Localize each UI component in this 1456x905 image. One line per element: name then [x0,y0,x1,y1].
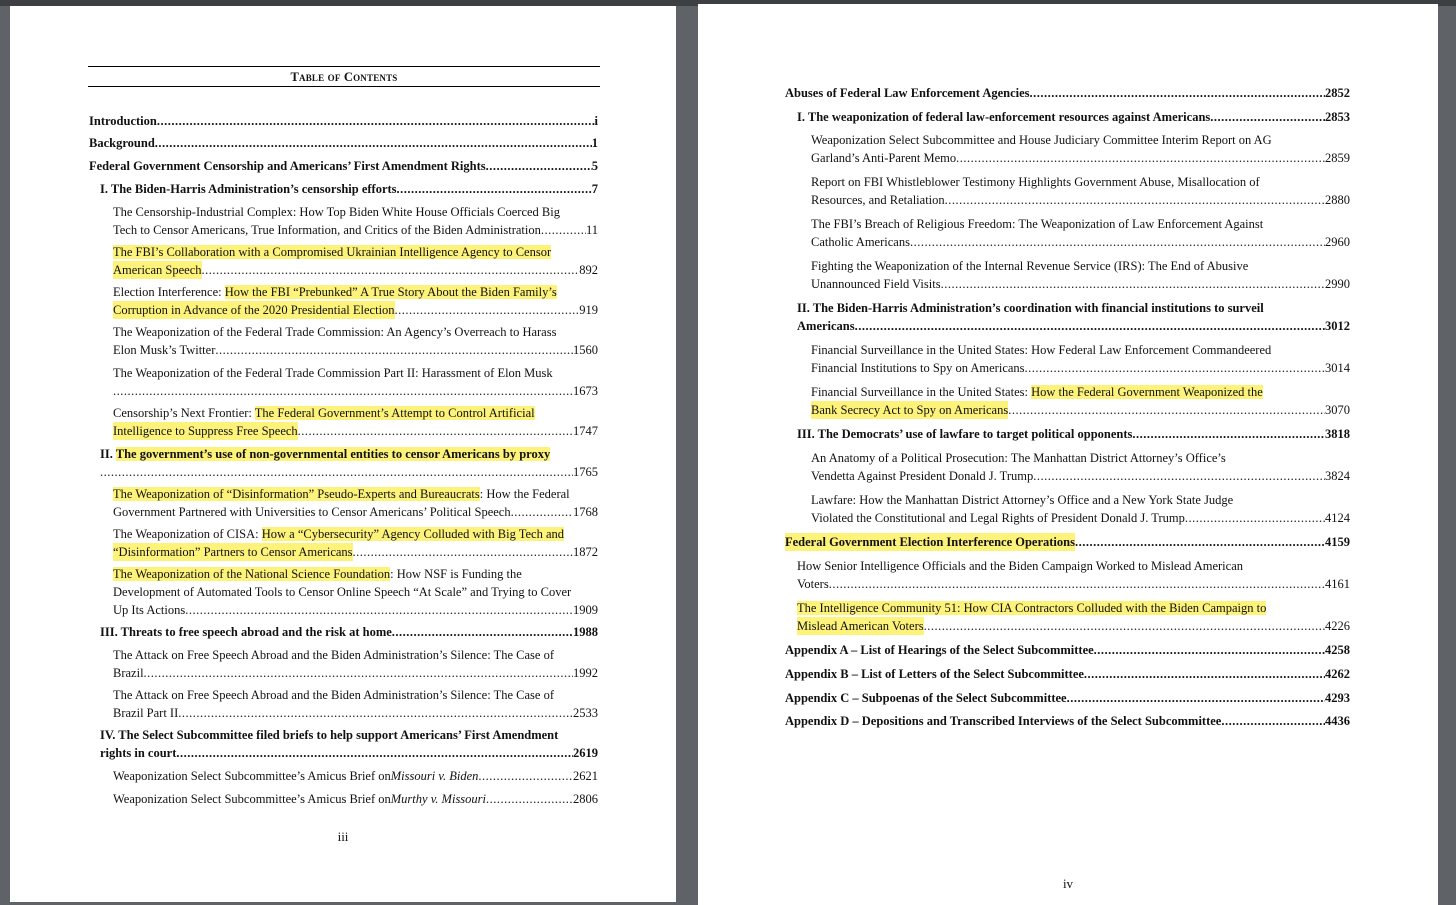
toc-entry-ftc[interactable]: The Weaponization of the Federal Trade Commission: An Agency’s Overreach to Harass Elon Musk’s Twitter ..... 1560 [113,323,598,359]
toc-entry-r-section-2[interactable]: II. The Biden-Harris Administration’s coordination with financial institutions to surveil Americans ..... 3012 [797,299,1350,335]
toc-entry-introduction[interactable]: Introduction ..... i [89,112,598,130]
toc-entry-industrial-complex[interactable]: The Censorship-Industrial Complex: How Top Biden White House Officials Coerced Big Tech to Censor Americans, True Information, and Critics of the Biden Administration ..... 11 [113,203,598,239]
toc-entry-election-interference[interactable]: Election Interference: How the FBI “Prebunked” A True Story About the Biden Family’s Corruption in Advance of the 2020 Presidential Election ..... 919 [113,283,598,319]
highlight: How a “Cybersecurity” Agency Colluded with Big Tech and [261,527,565,541]
toc-entry-amicus-murthy[interactable]: Weaponization Select Subcommittee’s Amicus Brief on Murthy v. Missouri ..... 2806 [113,790,598,808]
document-page-iv[interactable] [698,4,1438,905]
toc-entry-abuses[interactable]: Abuses of Federal Law Enforcement Agencies ..... 2852 [785,84,1350,102]
toc-entry-lawfare[interactable]: Lawfare: How the Manhattan District Attorney’s Office and a New York State Judge Violated the Constitutional and Legal Rights of President Donald J. Trump ..... 4124 [811,491,1350,527]
toc-entry-ftc-part-2[interactable]: The Weaponization of the Federal Trade Commission Part II: Harassment of Elon Musk ..... 1673 [113,364,598,400]
toc-entry-whistleblower[interactable]: Report on FBI Whistleblower Testimony Highlights Government Abuse, Misallocation of Resources, and Retaliation ..... 2880 [811,173,1350,209]
heading-rule [88,86,600,87]
toc-entry-ic51[interactable]: The Intelligence Community 51: How CIA Contractors Colluded with the Biden Campaign to Mislead American Voters ..... 4226 [797,599,1350,635]
toc-entry-brazil[interactable]: The Attack on Free Speech Abroad and the Biden Administration’s Silence: The Case of Brazil ..... 1992 [113,646,598,682]
toc-entry-nsf[interactable]: The Weaponization of the National Science Foundation: How NSF is Funding the Development of Automated Tools to Censor Online Speech “At Scale” and Trying to Cover Up Its Actions ..... 1909 [113,565,598,619]
toc-entry-ai-frontier[interactable]: Censorship’s Next Frontier: The Federal Government’s Attempt to Control Artificial Intelligence to Suppress Free Speech ..... 1747 [113,404,598,440]
toc-entry-appendix-c[interactable]: Appendix C – Subpoenas of the Select Subcommittee ..... 4293 [785,689,1350,707]
toc-heading: Table of Contents [290,70,398,84]
highlight: How the FBI “Prebunked” A True Story About the Biden Family’s [224,285,557,299]
toc-entry-federal-censorship[interactable]: Federal Government Censorship and Americans’ First Amendment Rights ..... 5 [89,157,598,175]
highlight: How the Federal Government Weaponized the [1031,385,1263,399]
toc-entry-amicus-missouri[interactable]: Weaponization Select Subcommittee’s Amicus Brief on Missouri v. Biden ..... 2621 [113,767,598,785]
toc-entry-section-1[interactable]: I. The Biden-Harris Administration’s censorship efforts ..... 7 [100,180,598,198]
toc-entry-election-ops[interactable]: Federal Government Election Interference Operations ..... 4159 [785,533,1350,551]
highlight: The Intelligence Community 51: How CIA Contractors Colluded with the Biden Campaign to [797,601,1267,615]
toc-entry-appendix-b[interactable]: Appendix B – List of Letters of the Select Subcommittee ..... 4262 [785,665,1350,683]
top-rule [88,66,600,67]
toc-entry-section-4[interactable]: IV. The Select Subcommittee filed briefs to help support Americans’ First Amendment rights in court ..... 2619 [100,726,598,762]
toc-entry-appendix-a[interactable]: Appendix A – List of Hearings of the Select Subcommittee ..... 4258 [785,641,1350,659]
toc-entry-disinformation[interactable]: The Weaponization of “Disinformation” Pseudo-Experts and Bureaucrats: How the Federal Government Partnered with Universities to Censor Americans’ Political Speech ..... 1768 [113,485,598,521]
toc-entry-cisa[interactable]: The Weaponization of CISA: How a “Cybersecurity” Agency Colluded with Big Tech and “Disinformation” Partners to Censor Americans ..... 1872 [113,525,598,561]
highlight: The government’s use of non-governmental entities to censor Americans by proxy [115,447,551,461]
highlight: Intelligence to Suppress Free Speech [113,424,298,438]
toc-entry-background[interactable]: Background ..... 1 [89,134,598,152]
toc-entry-appendix-d[interactable]: Appendix D – Depositions and Transcribed Interviews of the Select Subcommittee ..... 4436 [785,712,1350,730]
highlight: Corruption in Advance of the 2020 Presidential Election [113,303,395,317]
page-number: iv [1062,876,1074,891]
toc-entry-r-section-1[interactable]: I. The weaponization of federal law-enforcement resources against Americans ..... 2853 [797,108,1350,126]
highlight: American Speech [113,263,202,277]
toc-entry-financial-2[interactable]: Financial Surveillance in the United States: How the Federal Government Weaponized the Bank Secrecy Act to Spy on Americans ..... 3070 [811,383,1350,419]
highlight: Federal Government Election Interference Operations [785,535,1075,549]
toc-entry-section-2[interactable]: II. The government’s use of non-governmental entities to censor Americans by proxy ..... 1765 [100,445,598,481]
page-number: iii [337,829,349,844]
document-page-iii[interactable] [10,6,676,902]
toc-entry-senior-intel[interactable]: How Senior Intelligence Officials and the Biden Campaign Worked to Mislead American Voters ..... 4161 [797,557,1350,593]
highlight: The FBI’s Collaboration with a Compromised Ukrainian Intelligence Agency to Censor [113,245,552,259]
highlight: Bank Secrecy Act to Spy on Americans [811,403,1009,417]
highlight: Mislead American Voters [797,619,924,633]
toc-entry-religious[interactable]: The FBI’s Breach of Religious Freedom: The Weaponization of Law Enforcement Against Catholic Americans ..... 2960 [811,215,1350,251]
highlight: The Weaponization of the National Science Foundation [113,567,391,581]
toc-entry-brazil-part-2[interactable]: The Attack on Free Speech Abroad and the Biden Administration’s Silence: The Case of Brazil Part II ..... 2533 [113,686,598,722]
highlight: The Weaponization of “Disinformation” Pseudo-Experts and Bureaucrats [113,487,480,501]
toc-entry-garland[interactable]: Weaponization Select Subcommittee and House Judiciary Committee Interim Report on AG Garland’s Anti-Parent Memo ..... 2859 [811,131,1350,167]
toc-entry-section-3[interactable]: III. Threats to free speech abroad and the risk at home ..... 1988 [100,623,598,641]
toc-entry-fbi-ukraine[interactable]: The FBI’s Collaboration with a Compromised Ukrainian Intelligence Agency to Censor American Speech ..... 892 [113,243,598,279]
toc-entry-manhattan-da[interactable]: An Anatomy of a Political Prosecution: The Manhattan District Attorney’s Office’s Vendetta Against President Donald J. Trump ..... 3824 [811,449,1350,485]
highlight: “Disinformation” Partners to Censor Americans [113,545,353,559]
toc-entry-financial-1[interactable]: Financial Surveillance in the United States: How Federal Law Enforcement Commandeered Financial Institutions to Spy on Americans ..... 3014 [811,341,1350,377]
toc-entry-irs[interactable]: Fighting the Weaponization of the Internal Revenue Service (IRS): The End of Abusive Unannounced Field Visits ..... 2990 [811,257,1350,293]
toc-entry-r-section-3[interactable]: III. The Democrats’ use of lawfare to target political opponents ..... 3818 [797,425,1350,443]
highlight: The Federal Government’s Attempt to Control Artificial [254,406,535,420]
